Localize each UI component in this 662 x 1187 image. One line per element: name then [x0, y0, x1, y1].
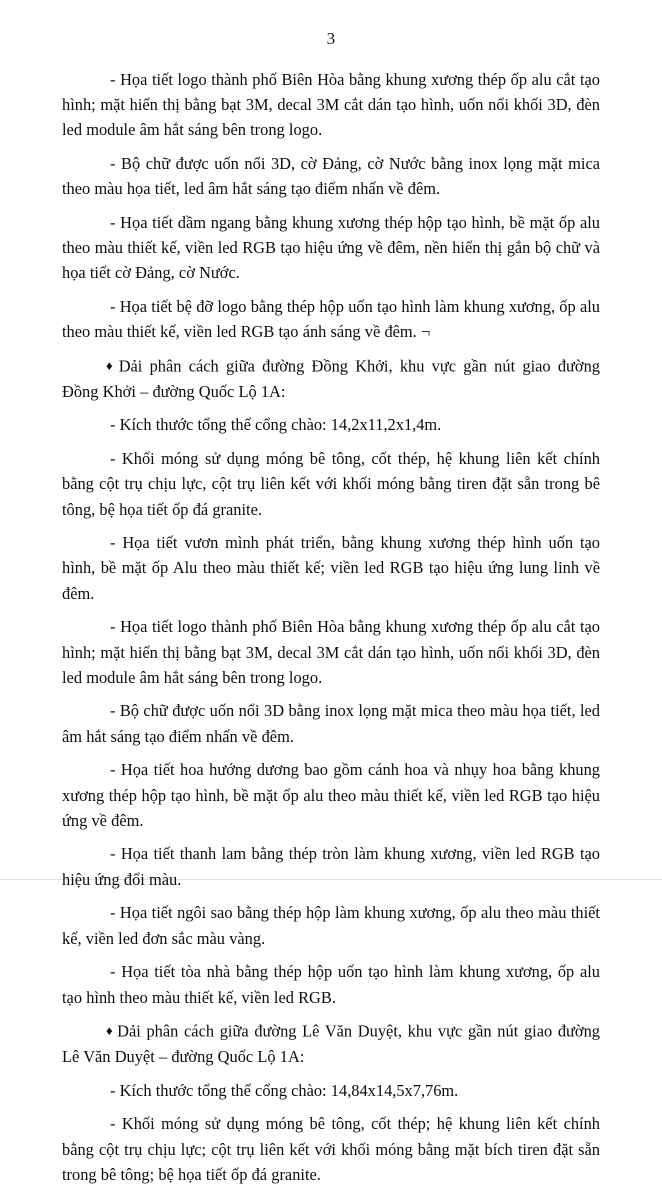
- paragraph-text: Dải phân cách giữa đường Đồng Khởi, khu vực gần nút giao đường Đồng Khởi – đường Quốc Lộ 1A:: [62, 356, 600, 401]
- diamond-bullet-icon: ♦: [106, 358, 116, 374]
- paragraph-bullet-heading: [62, 353, 600, 404]
- document-body: [0, 67, 662, 1187]
- paragraph: - Họa tiết dầm ngang bằng khung xương thép hộp tạo hình, bề mặt ốp alu theo màu thiết kế, viền led RGB tạo hiệu ứng về đêm, nền hiển thị gắn bộ chữ và họa tiết cờ Đảng, cờ Nước.: [62, 213, 600, 283]
- paragraph-text: Dải phân cách giữa đường Lê Văn Duyệt, khu vực gần nút giao đường Lê Văn Duyệt – đường Quốc Lộ 1A:: [62, 1021, 600, 1066]
- paragraph: - Họa tiết bệ đỡ logo bằng thép hộp uốn tạo hình làm khung xương, ốp alu theo màu thiết kế, viền led RGB tạo ánh sáng về đêm. ¬: [62, 297, 600, 342]
- paragraph: - Họa tiết vươn mình phát triển, bằng khung xương thép hình uốn tạo hình, bề mặt ốp Alu theo màu thiết kế; viền led RGB tạo hiệu ứng lung linh về đêm.: [62, 533, 600, 603]
- paragraph: - Họa tiết tòa nhà bằng thép hộp uốn tạo hình làm khung xương, ốp alu tạo hình theo màu thiết kế, viền led RGB.: [62, 962, 600, 1007]
- page-number: 3: [326, 29, 336, 48]
- paragraph: - Họa tiết thanh lam bằng thép tròn làm khung xương, viền led RGB tạo hiệu ứng đổi màu.: [62, 844, 600, 889]
- paragraph: - Bộ chữ được uốn nổi 3D, cờ Đảng, cờ Nước bằng inox lọng mặt mica theo màu họa tiết, led âm hắt sáng tạo điểm nhấn về đêm.: [62, 154, 600, 199]
- paragraph: - Họa tiết logo thành phố Biên Hòa bằng khung xương thép ốp alu cắt tạo hình; mặt hiển thị bằng bạt 3M, decal 3M cắt dán tạo hình, uốn nổi khối 3D, đèn led module âm hắt sáng bên trong logo.: [62, 70, 600, 140]
- paragraph: - Bộ chữ được uốn nổi 3D bằng inox lọng mặt mica theo màu họa tiết, led âm hắt sáng tạo điểm nhấn về đêm.: [62, 701, 600, 746]
- paragraph: - Họa tiết hoa hướng dương bao gồm cánh hoa và nhụy hoa bằng khung xương thép hộp tạo hình, bề mặt ốp alu theo màu thiết kế, viền led RGB tạo hiệu ứng về đêm.: [62, 760, 600, 830]
- paragraph: - Họa tiết logo thành phố Biên Hòa bằng khung xương thép ốp alu cắt tạo hình; mặt hiển thị bằng bạt 3M, decal 3M cắt dán tạo hình, uốn nổi khối 3D, đèn led module âm hắt sáng bên trong logo.: [62, 617, 600, 687]
- paragraph: - Kích thước tổng thể cổng chào: 14,84x14,5x7,76m.: [110, 1080, 459, 1100]
- paragraph: - Khối móng sử dụng móng bê tông, cốt thép; hệ khung liên kết chính bằng cột trụ chịu lực; cột trụ liên kết với khối móng bằng mặt bích tiren đặt sẵn trong bê tông; bệ họa tiết ốp đá granite.: [62, 1114, 600, 1184]
- paragraph: - Khối móng sử dụng móng bê tông, cốt thép, hệ khung liên kết chính bằng cột trụ chịu lực, cột trụ liên kết với khối móng bằng tiren đặt sẵn trong bê tông, bệ họa tiết ốp đá granite.: [62, 449, 600, 519]
- paragraph-bullet-heading: [62, 1018, 600, 1069]
- diamond-bullet-icon: ♦: [106, 1023, 115, 1039]
- paragraph: - Họa tiết ngôi sao bằng thép hộp làm khung xương, ốp alu theo màu thiết kế, viền led đơn sắc màu vàng.: [62, 903, 600, 948]
- paragraph: - Kích thước tổng thể cổng chào: 14,2x11,2x1,4m.: [110, 415, 442, 435]
